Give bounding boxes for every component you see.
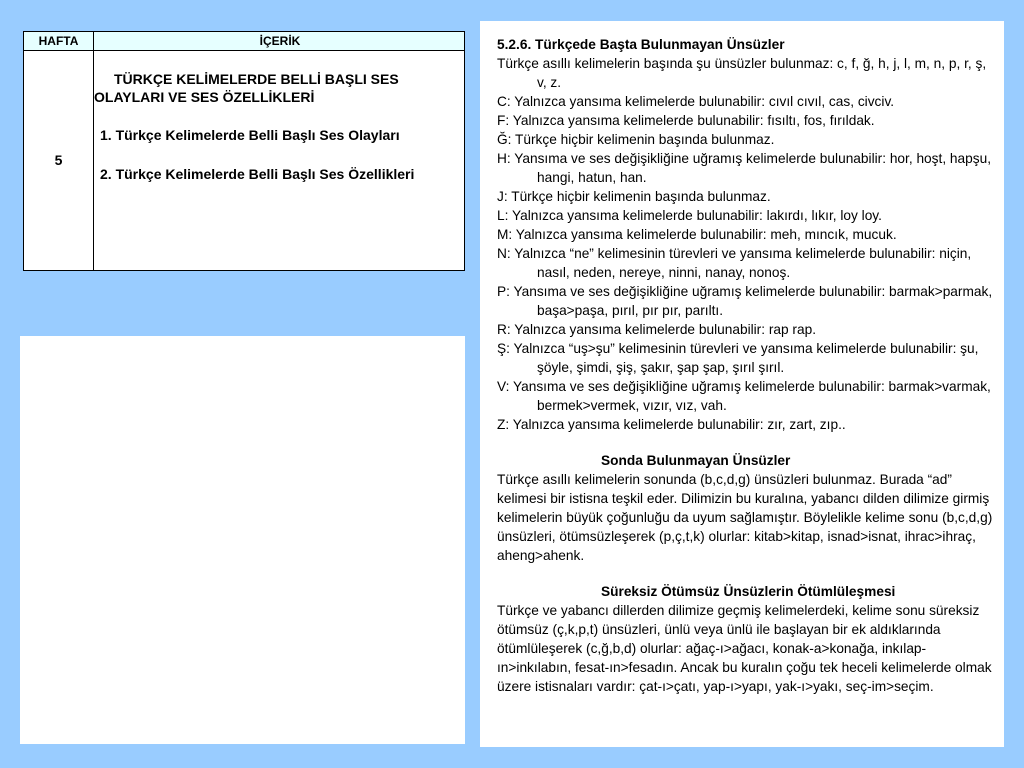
entry-g-breve: Ğ: Türkçe hiçbir kelimenin başında bulunmaz. (497, 132, 775, 147)
entry-r: R: Yalnızca yansıma kelimelerde bulunabilir: rap rap. (497, 322, 817, 337)
header-content: İÇERİK (259, 34, 301, 48)
text-panel (480, 21, 1004, 747)
content-title-line2: OLAYLARI VE SES ÖZELLİKLERİ (94, 89, 315, 105)
content-title-line1: TÜRKÇE KELİMELERDE BELLİ BAŞLI SES (114, 71, 399, 87)
entry-m: M: Yalnızca yansıma kelimelerde bulunabilir: meh, mıncık, mucuk. (497, 227, 897, 242)
section2-title: Sonda Bulunmayan Ünsüzler (601, 453, 791, 468)
section2-body: Türkçe asıllı kelimelerin sonunda (b,c,d,g) ünsüzleri bulunmaz. Burada “ad” kelimesi bir istisna teşkil eder. Dilimizin bu kuralına, yabancı dilden dilimize girmiş kelimelerin büyük çoğunluğu da uyum sağlamıştır. Böylelikle kelime sonu (b,c,d,g) ünsüzleri, ötümsüzleşerek (p,ç,t,k) olurlar: kitab>kitap, isnad>isnat, ihrac>ihraç, aheng>ahenk. (497, 472, 993, 563)
entry-h: H: Yansıma ve ses değişikliğine uğramış kelimelerde bulunabilir: hor, hoşt, hapşu, hangi, hatun, han. (497, 151, 992, 185)
entry-p: P: Yansıma ve ses değişikliğine uğramış kelimelerde bulunabilir: barmak>parmak, başa>paşa, pırıl, pır pır, parıltı. (497, 284, 993, 318)
entry-n: N: Yalnızca “ne” kelimesinin türevleri ve yansıma kelimelerde bulunabilir: niçin, nasıl, neden, nereye, ninni, nanay, nonoş. (497, 246, 972, 280)
blank-panel (20, 336, 465, 744)
header-week: HAFTA (38, 34, 79, 48)
entry-c: C: Yalnızca yansıma kelimelerde bulunabilir: cıvıl cıvıl, cas, civciv. (497, 94, 895, 109)
content-cell (94, 70, 462, 183)
entry-l: L: Yalnızca yansıma kelimelerde bulunabilir: lakırdı, lıkır, loy loy. (497, 208, 882, 223)
week-number: 5 (54, 152, 63, 168)
section3-title: Süreksiz Ötümsüz Ünsüzlerin Ötümlüleşmesi (601, 584, 896, 599)
entry-intro: Türkçe asıllı kelimelerin başında şu ünsüzler bulunmaz: c, f, ğ, h, j, l, m, n, p, r, ş, v, z. (497, 56, 987, 90)
section1-title: 5.2.6. Türkçede Başta Bulunmayan Ünsüzler (497, 37, 785, 52)
content-item-2: 2. Türkçe Kelimelerde Belli Başlı Ses Özellikleri (100, 166, 415, 182)
entry-z: Z: Yalnızca yansıma kelimelerde bulunabilir: zır, zart, zıp.. (497, 417, 846, 432)
entry-s-cedilla: Ş: Yalnızca “uş>şu” kelimesinin türevleri ve yansıma kelimelerde bulunabilir: şu, şöyle, şimdi, şiş, şakır, şap şap, şırıl şırıl. (497, 341, 979, 375)
section3-body: Türkçe ve yabancı dillerden dilimize geçmiş kelimelerdeki, kelime sonu süreksiz ötümsüz (ç,k,p,t) ünsüzleri, ünlü veya ünlü ile başlayan bir ek aldıklarında ötümlüleşerek (c,ğ,b,d) olurlar: ağaç-ı>ağacı, konak-a>konağa, inkılap-ın>inkılabın, fesat-ın>fesadın. Ancak bu kuralın çoğu tek heceli kelimelerde olmak üzere istisnaları vardır: çat-ı>çatı, yap-ı>yapı, yak-ı>yakı, seç-im>seçim. (497, 603, 992, 694)
entry-v: V: Yansıma ve ses değişikliğine uğramış kelimelerde bulunabilir: barmak>varmak, bermek>vermek, vızır, vız, vah. (497, 379, 991, 413)
curriculum-table (23, 31, 465, 271)
entry-j: J: Türkçe hiçbir kelimenin başında bulunmaz. (497, 189, 771, 204)
entry-f: F: Yalnızca yansıma kelimelerde bulunabilir: fısıltı, fos, fırıldak. (497, 113, 875, 128)
text-content (497, 35, 997, 696)
content-item-1: 1. Türkçe Kelimelerde Belli Başlı Ses Olayları (100, 127, 400, 143)
